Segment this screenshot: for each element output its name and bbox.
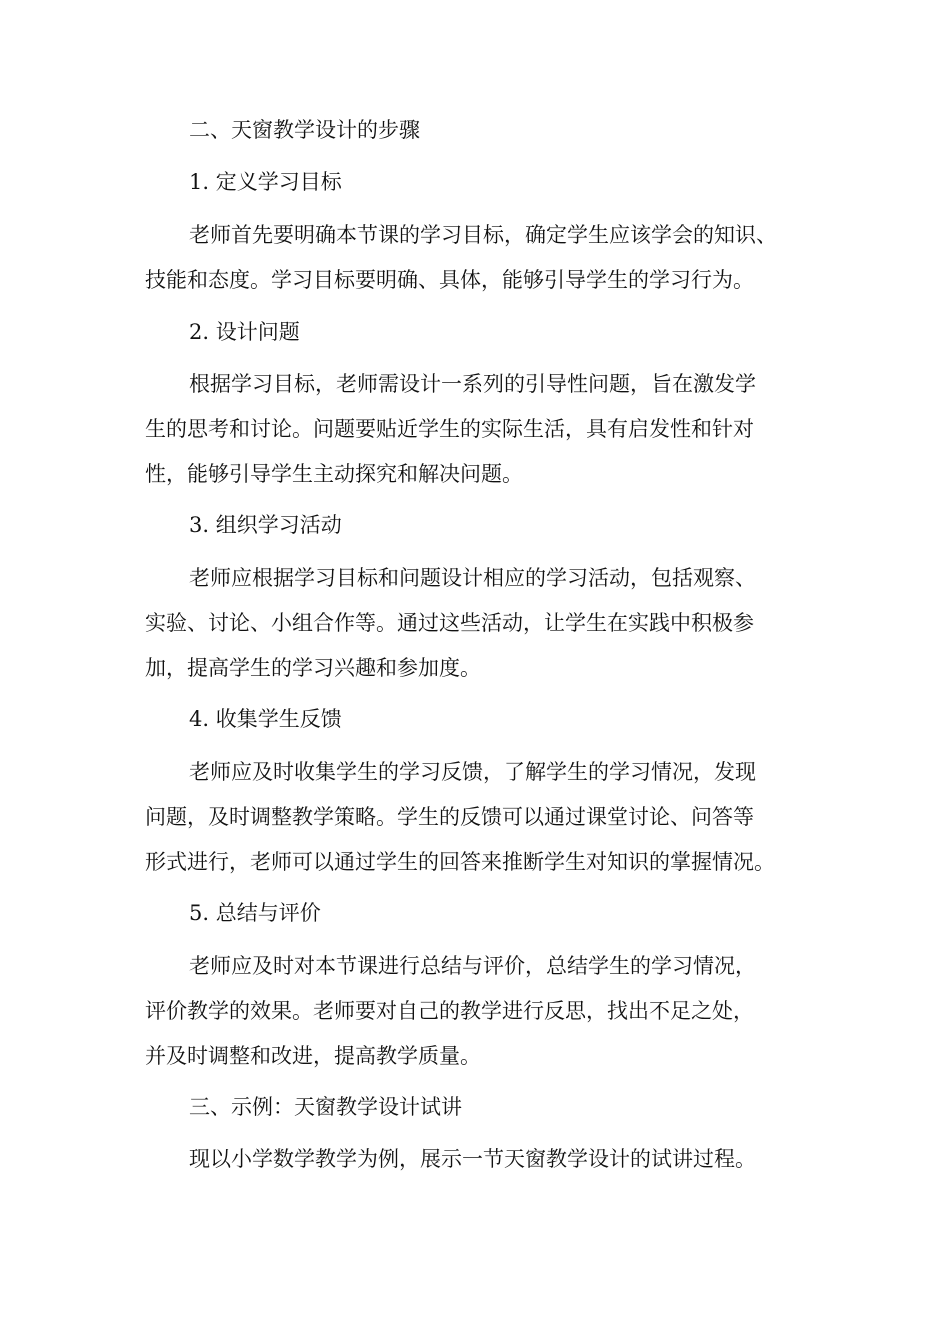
paragraph-line: 生的思考和讨论。问题要贴近学生的实际生活，具有启发性和针对 (145, 417, 754, 441)
step-paragraph (145, 213, 815, 303)
step-heading: 2. 设计问题 (189, 320, 300, 344)
paragraph-line: 实验、讨论、小组合作等。通过这些活动，让学生在实践中积极参 (145, 611, 754, 635)
step-paragraph (145, 556, 815, 691)
paragraph-line: 根据学习目标，老师需设计一系列的引导性问题，旨在激发学 (189, 372, 756, 396)
paragraph-line: 老师应根据学习目标和问题设计相应的学习活动，包括观察、 (189, 566, 756, 590)
step-paragraph (145, 750, 815, 885)
section-paragraph (145, 1137, 815, 1182)
paragraph-line: 现以小学数学教学为例，展示一节天窗教学设计的试讲过程。 (189, 1147, 756, 1171)
step-paragraph (145, 944, 815, 1079)
section-heading: 三、示例：天窗教学设计试讲 (189, 1095, 462, 1119)
paragraph-line: 并及时调整和改进，提高教学质量。 (145, 1044, 481, 1068)
paragraph-line: 形式进行，老师可以通过学生的回答来推断学生对知识的掌握情况。 (145, 850, 775, 874)
paragraph-line: 技能和态度。学习目标要明确、具体，能够引导学生的学习行为。 (145, 268, 754, 292)
paragraph-line: 老师应及时对本节课进行总结与评价，总结学生的学习情况， (189, 954, 756, 978)
paragraph-line: 问题，及时调整教学策略。学生的反馈可以通过课堂讨论、问答等 (145, 805, 754, 829)
step-heading: 1. 定义学习目标 (189, 170, 342, 194)
step-heading: 4. 收集学生反馈 (189, 707, 342, 731)
paragraph-line: 老师应及时收集学生的学习反馈，了解学生的学习情况，发现 (189, 760, 756, 784)
paragraph-line: 老师首先要明确本节课的学习目标，确定学生应该学会的知识、 (189, 223, 777, 247)
paragraph-line: 评价教学的效果。老师要对自己的教学进行反思，找出不足之处， (145, 999, 754, 1023)
paragraph-line: 性，能够引导学生主动探究和解决问题。 (145, 462, 523, 486)
step-paragraph (145, 362, 815, 497)
step-heading: 3. 组织学习活动 (189, 513, 342, 537)
paragraph-line: 加，提高学生的学习兴趣和参加度。 (145, 656, 481, 680)
step-heading: 5. 总结与评价 (189, 901, 321, 925)
section-heading: 二、天窗教学设计的步骤 (189, 118, 420, 142)
